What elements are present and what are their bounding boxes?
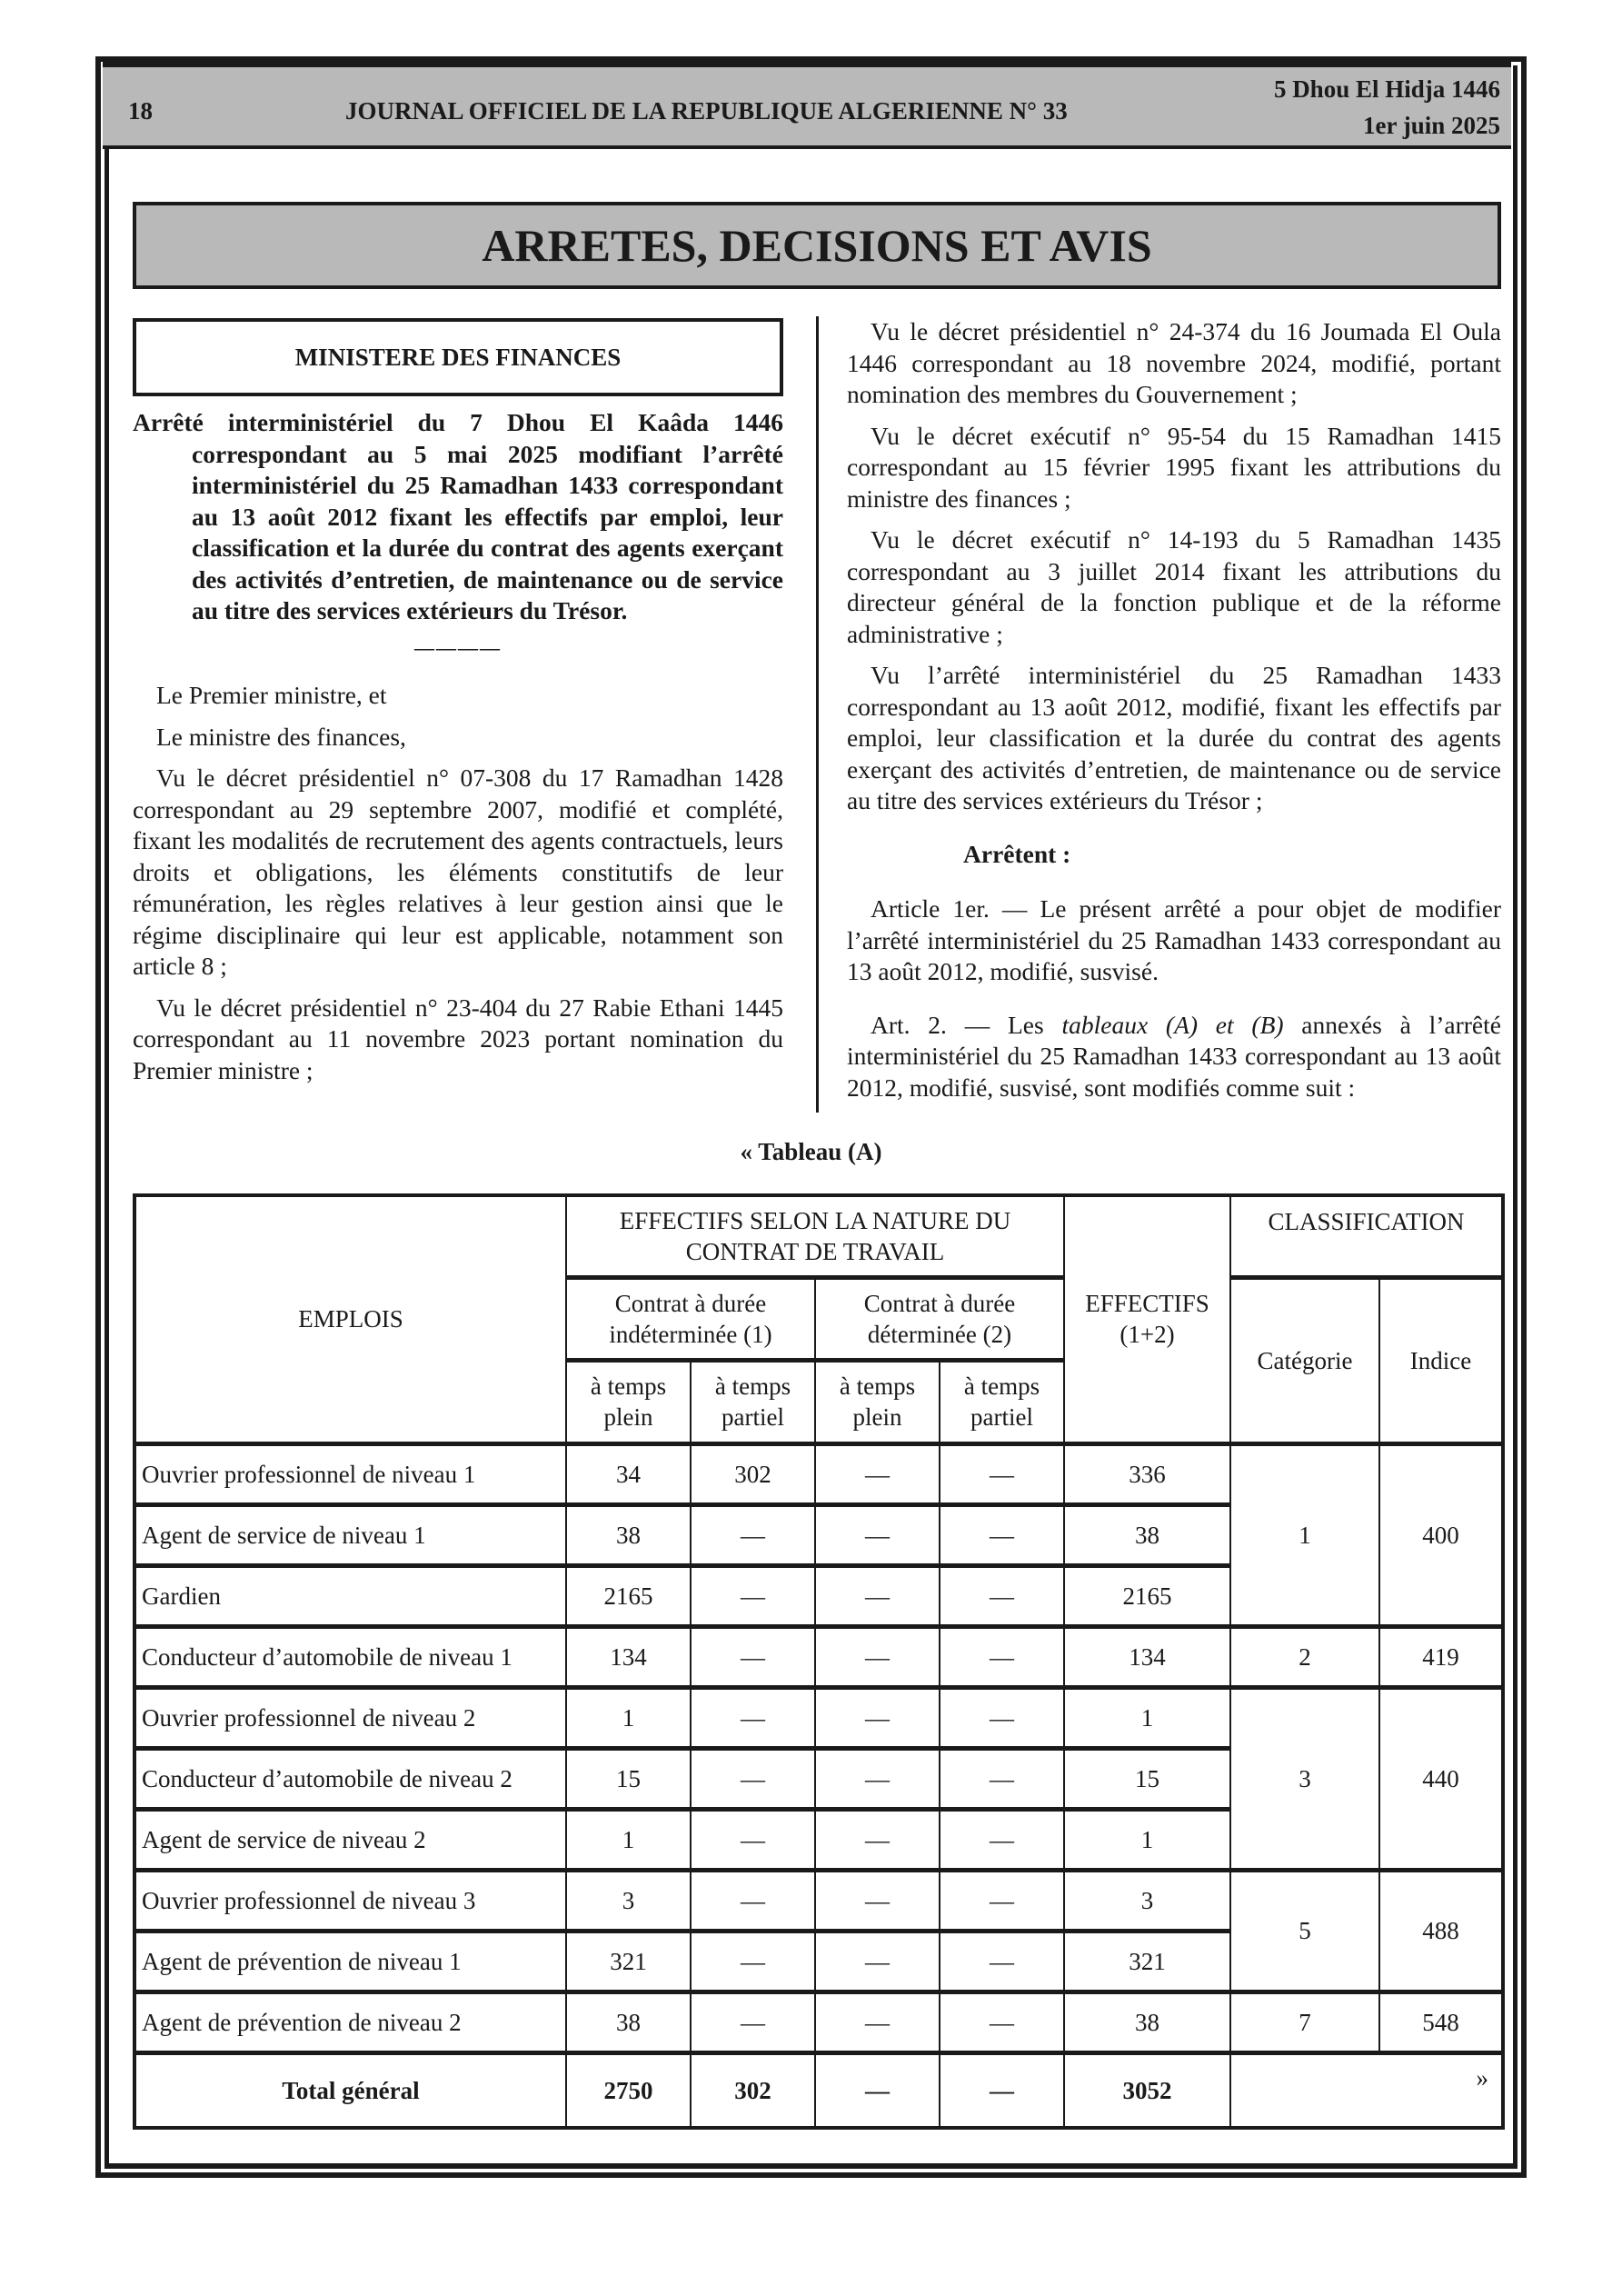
cell-total: 1	[1064, 1687, 1230, 1748]
cell-total: 134	[1064, 1626, 1230, 1687]
cell-cdi-partiel: —	[691, 1748, 815, 1809]
paragraph: Vu le décret présidentiel n° 24-374 du 16 Joumada El Oula 1446 correspondant au 18 novembre 2024, modifié, portant nomination des membres du Gouvernement ;	[847, 317, 1501, 408]
header-effectifs-total: EFFECTIFS (1+2)	[1064, 1195, 1230, 1443]
cell-emploi: Agent de prévention de niveau 2	[134, 1992, 566, 2052]
cell-cdi-plein: 34	[566, 1443, 691, 1504]
table-closing-quote: »	[1230, 2052, 1503, 2128]
cell-cdd-partiel: —	[940, 1870, 1064, 1931]
cell-cdd-partiel: —	[940, 1687, 1064, 1748]
cell-cdi-plein: 1	[566, 1687, 691, 1748]
arretent-heading: Arrêtent :	[963, 839, 1071, 868]
cell-total: 336	[1064, 1443, 1230, 1504]
cell-cdi-plein: 1	[566, 1809, 691, 1870]
header-cdi-plein: à temps plein	[566, 1360, 691, 1443]
cell-indice: 419	[1379, 1626, 1503, 1687]
cell-cdi-plein: 134	[566, 1626, 691, 1687]
header-categorie: Catégorie	[1230, 1277, 1379, 1443]
total-cdi-partiel: 302	[691, 2052, 815, 2128]
cell-cdd-partiel: —	[940, 1504, 1064, 1565]
header-indice: Indice	[1379, 1277, 1503, 1443]
table-row	[134, 1443, 1503, 1504]
cell-cdd-partiel: —	[940, 1809, 1064, 1870]
cell-cdd-plein: —	[815, 1504, 940, 1565]
cell-cdi-partiel: —	[691, 1687, 815, 1748]
cell-cdi-partiel: —	[691, 1626, 815, 1687]
article-1: Article 1er. — Le présent arrêté a pour objet de modifier l’arrêté interministériel du 25 Ramadhan 1433 correspondant au 13 août 2012, modifié, susvisé.	[847, 894, 1501, 985]
cell-categorie: 2	[1230, 1626, 1379, 1687]
cell-total: 321	[1064, 1931, 1230, 1992]
issue-date-hijri: 5 Dhou El Hidja 1446	[1273, 75, 1500, 103]
page-number: 18	[128, 97, 153, 125]
paragraph: Vu le décret présidentiel n° 07-308 du 17 Ramadhan 1428 correspondant au 29 septembre 2007, modifié et complété, fixant les modalités de recrutement des agents contractuels, leurs droits et obligations, les éléments constitutifs de leur rémunération, les règles relatives à leur gestion ainsi que le régime disciplinaire qui leur est applicable, notamment son article 8 ;	[133, 764, 783, 980]
paragraph: Vu le décret présidentiel n° 23-404 du 27 Rabie Ethani 1445 correspondant au 11 novembre 2023 portant nomination du Premier ministre ;	[133, 993, 783, 1084]
cell-cdd-plein: —	[815, 1992, 940, 2052]
header-cdd: Contrat à durée déterminée (2)	[815, 1277, 1064, 1360]
cell-emploi: Agent de prévention de niveau 1	[134, 1931, 566, 1992]
cell-cdd-partiel: —	[940, 1626, 1064, 1687]
cell-cdd-plein: —	[815, 1565, 940, 1626]
cell-cdi-partiel: 302	[691, 1443, 815, 1504]
table-row	[134, 1626, 1503, 1687]
paragraph: Le Premier ministre, et	[156, 681, 387, 709]
cell-emploi: Ouvrier professionnel de niveau 1	[134, 1443, 566, 1504]
article-2	[847, 1010, 1501, 1104]
cell-cdi-partiel: —	[691, 1870, 815, 1931]
section-title: ARRETES, DECISIONS ET AVIS	[133, 202, 1501, 289]
header-effectifs-nature: EFFECTIFS SELON LA NATURE DU CONTRAT DE TRAVAIL	[566, 1195, 1064, 1277]
paragraph: Vu le décret exécutif n° 95-54 du 15 Ramadhan 1415 correspondant au 15 février 1995 fixant les attributions du ministre des finances ;	[847, 421, 1501, 513]
ministry-heading: MINISTERE DES FINANCES	[133, 318, 783, 396]
article-2-suffix: annexés à l’arrêté interministériel du 25 Ramadhan 1433 correspondant au 13 août 2012, modifié, susvisé, sont modifiés comme suit :	[847, 1010, 1501, 1102]
cell-total: 1	[1064, 1809, 1230, 1870]
total-cdd-plein: —	[815, 2052, 940, 2128]
cell-cdi-partiel: —	[691, 1504, 815, 1565]
cell-total: 15	[1064, 1748, 1230, 1809]
header-classification: CLASSIFICATION	[1230, 1195, 1503, 1277]
total-cdi-plein: 2750	[566, 2052, 691, 2128]
cell-emploi: Conducteur d’automobile de niveau 2	[134, 1748, 566, 1809]
article-2-prefix: Art. 2. — Les	[871, 1010, 1062, 1039]
cell-total: 38	[1064, 1992, 1230, 2052]
cell-cdi-partiel: —	[691, 1931, 815, 1992]
cell-categorie: 7	[1230, 1992, 1379, 2052]
header-cdi-partiel: à temps partiel	[691, 1360, 815, 1443]
cell-emploi: Agent de service de niveau 1	[134, 1504, 566, 1565]
cell-cdi-plein: 15	[566, 1748, 691, 1809]
cell-cdd-plein: —	[815, 1931, 940, 1992]
paragraph: Le ministre des finances,	[156, 722, 406, 751]
cell-total: 2165	[1064, 1565, 1230, 1626]
cell-cdi-partiel: —	[691, 1992, 815, 2052]
cell-cdd-partiel: —	[940, 1443, 1064, 1504]
issue-date	[1274, 71, 1500, 144]
cell-indice: 440	[1379, 1687, 1503, 1870]
paragraph: Vu le décret exécutif n° 14-193 du 5 Ramadhan 1435 correspondant au 3 juillet 2014 fixant les attributions du directeur général de la fonction publique et de la réforme administrative ;	[847, 525, 1501, 648]
cell-cdi-partiel: —	[691, 1565, 815, 1626]
cell-cdd-plein: —	[815, 1443, 940, 1504]
cell-cdi-plein: 2165	[566, 1565, 691, 1626]
paragraph: Vu l’arrêté interministériel du 25 Ramadhan 1433 correspondant au 13 août 2012, modifié, fixant les effectifs par emploi, leur classification et la durée du contrat des agents exerçant des activités d’entretien, de maintenance ou de service au titre des services extérieurs du Trésor ;	[847, 661, 1501, 814]
journal-header	[103, 62, 1511, 149]
left-column	[133, 407, 783, 1096]
journal-title: JOURNAL OFFICIEL DE LA REPUBLIQUE ALGERIENNE N° 33	[345, 97, 1068, 125]
cell-cdd-plein: —	[815, 1687, 940, 1748]
header-cdi: Contrat à durée indéterminée (1)	[566, 1277, 815, 1360]
right-column	[847, 316, 1501, 1113]
total-label: Total général	[134, 2052, 566, 2128]
cell-cdd-partiel: —	[940, 1931, 1064, 1992]
cell-emploi: Ouvrier professionnel de niveau 2	[134, 1687, 566, 1748]
cell-emploi: Conducteur d’automobile de niveau 1	[134, 1626, 566, 1687]
total-total: 3052	[1064, 2052, 1230, 2128]
cell-categorie: 3	[1230, 1687, 1379, 1870]
header-cdd-plein: à temps plein	[815, 1360, 940, 1443]
cell-cdd-plein: —	[815, 1626, 940, 1687]
cell-cdd-plein: —	[815, 1809, 940, 1870]
table-row	[134, 1992, 1503, 2052]
effectifs-table	[133, 1193, 1505, 2130]
cell-total: 38	[1064, 1504, 1230, 1565]
column-divider	[816, 316, 819, 1113]
cell-cdi-plein: 38	[566, 1992, 691, 2052]
separator: ————	[414, 635, 502, 659]
cell-emploi: Gardien	[134, 1565, 566, 1626]
cell-cdd-partiel: —	[940, 1748, 1064, 1809]
cell-cdi-plein: 38	[566, 1504, 691, 1565]
cell-cdi-partiel: —	[691, 1809, 815, 1870]
arrete-title: Arrêté interministériel du 7 Dhou El Kaâda 1446 correspondant au 5 mai 2025 modifiant l’arrêté interministériel du 25 Ramadhan 1433 correspondant au 13 août 2012 fixant les effectifs par emploi, leur classification et la durée du contrat des agents exerçant des activités d’entretien, de maintenance ou de service au titre des services extérieurs du Trésor.	[133, 408, 783, 624]
table-row	[134, 1870, 1503, 1931]
cell-emploi: Agent de service de niveau 2	[134, 1809, 566, 1870]
cell-categorie: 5	[1230, 1870, 1379, 1992]
tableau-label: « Tableau (A)	[740, 1138, 882, 1165]
cell-categorie: 1	[1230, 1443, 1379, 1626]
cell-cdd-plein: —	[815, 1748, 940, 1809]
cell-cdi-plein: 3	[566, 1870, 691, 1931]
cell-emploi: Ouvrier professionnel de niveau 3	[134, 1870, 566, 1931]
cell-indice: 548	[1379, 1992, 1503, 2052]
cell-total: 3	[1064, 1870, 1230, 1931]
table-row	[134, 1687, 1503, 1748]
header-cdd-partiel: à temps partiel	[940, 1360, 1064, 1443]
cell-indice: 488	[1379, 1870, 1503, 1992]
table-total-row	[134, 2052, 1503, 2128]
cell-cdi-plein: 321	[566, 1931, 691, 1992]
total-cdd-partiel: —	[940, 2052, 1064, 2128]
cell-cdd-plein: —	[815, 1870, 940, 1931]
cell-cdd-partiel: —	[940, 1992, 1064, 2052]
cell-cdd-partiel: —	[940, 1565, 1064, 1626]
cell-indice: 400	[1379, 1443, 1503, 1626]
header-emplois: EMPLOIS	[134, 1195, 566, 1443]
article-2-italic: tableaux (A) et (B)	[1061, 1010, 1284, 1039]
issue-date-gregorian: 1er juin 2025	[1362, 112, 1500, 139]
